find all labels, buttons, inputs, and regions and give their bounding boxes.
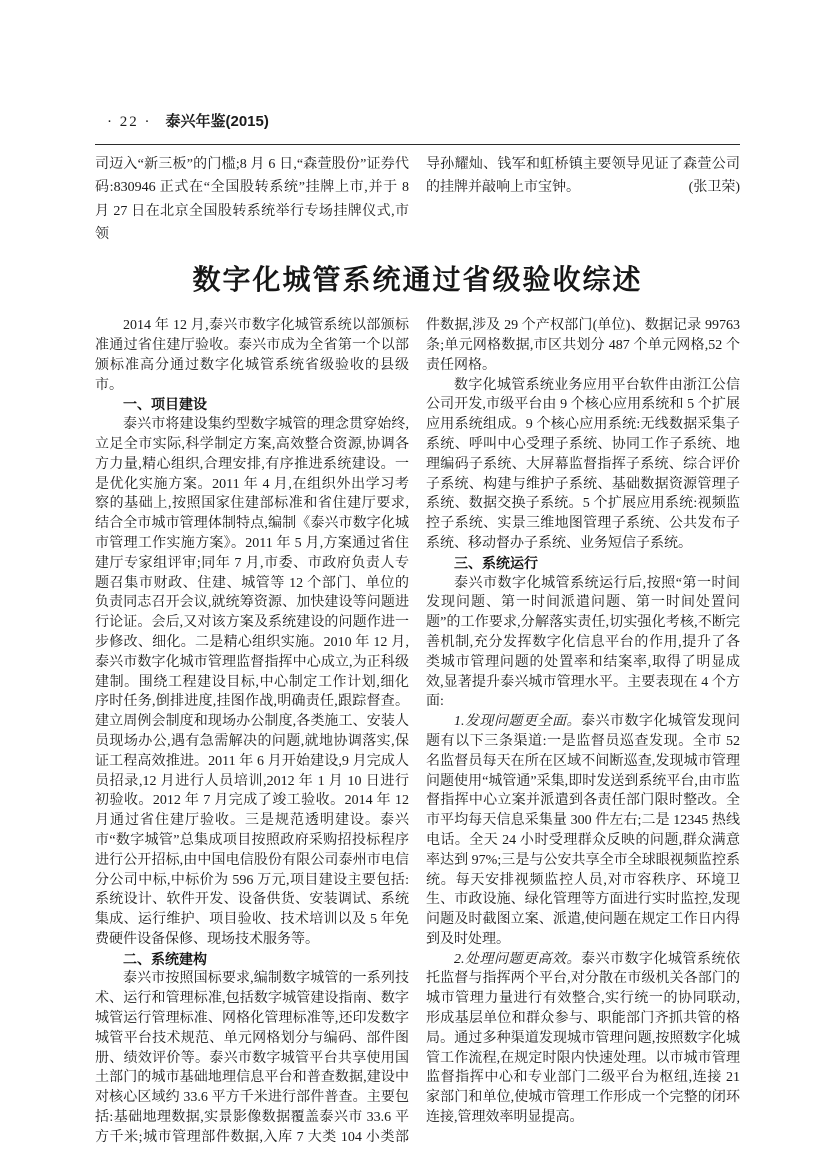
- author-attribution: (张卫荣): [688, 180, 740, 196]
- paragraph-item-discovery: [426, 712, 740, 950]
- item1-lead: 1.发现问题更全面。: [454, 714, 581, 730]
- book-title: 泰兴年鉴(2015): [165, 113, 269, 130]
- page-header: [95, 112, 740, 132]
- paragraph-system-operation: 泰兴市数字化城管系统运行后,按照“第一时间发现问题、第一时间派遣问题、第一时间处置问题”的工作要求,分解落实责任,切实强化考核,不断完善机制,充分发挥数字化信息平台的作用,提升了各类城市管理问题的处置率和结案率,取得了明显成效,显著提升泰兴城市管理水平。主要表现在 4 个方面:: [426, 575, 740, 710]
- top-article-right-column: [426, 153, 740, 246]
- section-heading-system-operation: 三、系统运行: [454, 554, 538, 571]
- article-title: 数字化城管系统通过省级验收综述: [192, 264, 643, 296]
- header-rule: [95, 144, 740, 145]
- paragraph-item-handling: [426, 950, 740, 1128]
- paragraph-system-architecture-data: 泰兴市按照国标要求,编制数字城管的一系列技术、运行和管理标准,包括数字城管建设指南、数字城管运行管理标准、网格化管理标准等,还印发数字城管平台技术规范、单元网格划分与编码、部件图册、绩效评价等。泰兴市数字城管平台共享使用国土部门的城市基础地理信息平台和普查数据,建设中对核心区域约 33.6 平方千米进行部件普查。主要包括:基础地理数据,实景影像数据覆盖泰兴市 33.6 平方千米;城市管理部件数据,入库 7 大类 104 小类部件数据,涉及 29 个产权部门(单位)、数据记录 99763 条;单元网格数据,市区共划分 487 个单元网格,52 个责任网格。: [95, 318, 740, 1145]
- item2-text: 泰兴市数字化城管系统依托监督与指挥两个平台,对分散在市级机关各部门的城市管理力量进行有效整合,实行统一的协同联动,形成基层单位和群众参与、职能部门齐抓共管的格局。通过多种渠道发现城市管理问题,按照数字化城管工作流程,在规定时限内快速处理。以市城市管理监督指挥中心和专业部门二级平台为枢纽,连接 21 家部门和单位,使城市管理工作形成一个完整的闭环连接,管理效率明显提高。: [426, 951, 740, 1126]
- top-article-right-text: 导孙耀灿、钱军和虹桥镇主要领导见证了森萱公司的挂牌并敲响上市宝钟。: [426, 157, 740, 196]
- article-body-columns: [95, 316, 740, 1147]
- paragraph-intro: 2014 年 12 月,泰兴市数字化城管系统以部颁标准通过省住建厅验收。泰兴市成为全省第一个以部颁标准高分通过数字化城管系统省级验收的县级市。: [95, 318, 409, 393]
- item2-lead: 2.处理问题更高效。: [454, 951, 581, 967]
- section-heading-system-architecture: 二、系统建构: [123, 950, 207, 967]
- section-heading-project-construction: 一、项目建设: [123, 396, 207, 413]
- item1-text: 泰兴市数字化城管发现问题有以下三条渠道:一是监督员巡查发现。全市 52 名监督员每天在所在区域不间断巡查,发现城市管理问题使用“城管通”采集,即时发送到系统平台,由市监督指挥中心立案并派遣到各责任部门限时整改。全市平均每天信息采集量 300 件左右;二是 12345 热线电话。全天 24 小时受理群众反映的问题,群众满意率达到 97%;三是与公安共享全市全球眼视频监控系统。每天安排视频监控人员,对市容秩序、环境卫生、市政设施、绿化管理等方面进行实时监控,发现问题及时截图立案、派遣,使问题在规定工作日内得到及时处理。: [426, 714, 740, 947]
- main-article: [95, 261, 740, 1147]
- paragraph-system-architecture-platform: 数字化城管系统业务应用平台软件由浙江公信公司开发,市级平台由 9 个核心应用系统和 5 个扩展应用系统组成。9 个核心应用系统:无线数据采集子系统、呼叫中心受理子系统、协同工作子系统、地理编码子系统、大屏幕监督指挥子系统、综合评价子系统、构建与维护子系统、基础数据资源管理子系统、数据交换子系统。5 个扩展应用系统:视频监控子系统、实景三维地图管理子系统、公共发布子系统、移动督办子系统、业务短信子系统。: [426, 377, 740, 551]
- previous-article-continuation: [95, 153, 740, 246]
- page-number: · 22 ·: [107, 114, 152, 130]
- paragraph-project-construction: 泰兴市将建设集约型数字城管的理念贯穿始终,立足全市实际,科学制定方案,高效整合资源,协调各方力量,精心组织,合理安排,有序推进系统建设。一是优化实施方案。2011 年 4 月,在组织外出学习考察的基础上,按照国家住建部标准和省住建厅要求,结合全市城市管理体制特点,编制《泰兴市数字化城市管理工作实施方案》。2011 年 5 月,方案通过省住建厅专家组评审;同年 7 月,市委、市政府负责人专题召集市财政、住建、城管等 12 个部门、单位的负责同志召开会议,就统筹资源、加快建设等问题进行论证。会后,又对该方案及系统建设的问题作进一步修改、细化。二是精心组织实施。2010 年 12 月,泰兴市数字化城市管理监督指挥中心成立,为正科级建制。围绕工程建设目标,中心制定工作计划,细化序时任务,倒排进度,挂图作战,明确责任,跟踪督查。建立周例会制度和现场办公制度,各类施工、安装人员现场办公,遇有急需解决的问题,就地协调落实,保证工程高效推进。2011 年 6 月开始建设,9 月完成人员招录,12 月进行人员培训,2012 年 1 月 10 日进行初验收。2012 年 7 月完成了竣工验收。2014 年 12 月通过省住建厅验收。三是规范透明建设。泰兴市“数字城管”总集成项目按照政府采购招投标程序进行公开招标,由中国电信股份有限公司泰州市电信分公司中标,中标价为 596 万元,项目建设主要包括:系统设计、软件开发、设备供货、安装调试、系统集成、运行维护、项目验收、技术培训以及 5 年免费硬件设备保修、现场技术服务等。: [95, 417, 409, 947]
- top-article-left-column: 司迈入“新三板”的门槛;8 月 6 日,“森萱股份”证券代码:830946 正式在“全国股转系统”挂牌上市,并于 8 月 27 日在北京全国股转系统举行专场挂牌仪式,市领: [95, 157, 409, 242]
